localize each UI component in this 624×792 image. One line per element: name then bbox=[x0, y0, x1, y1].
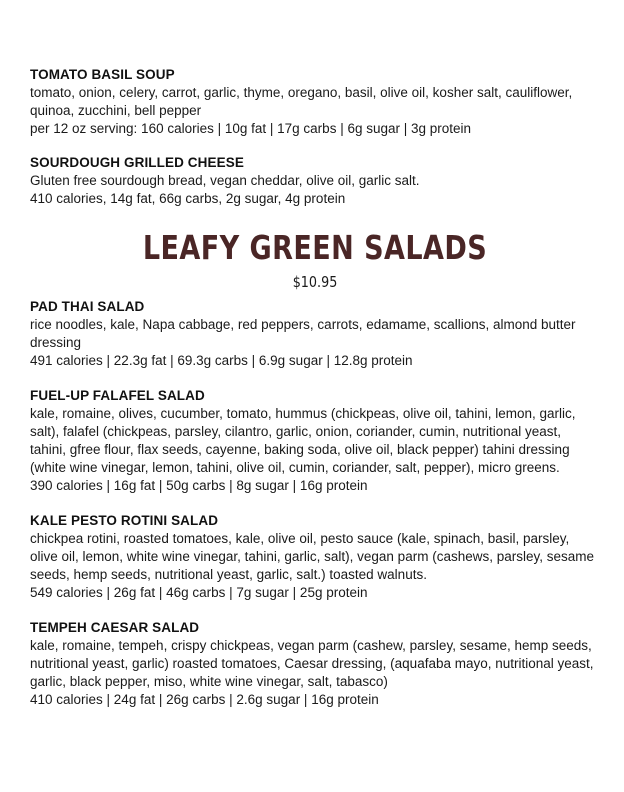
item-nutrition: 549 calories | 26g fat | 46g carbs | 7g sugar | 25g protein bbox=[30, 585, 368, 600]
item-title: TEMPEH CAESAR SALAD bbox=[30, 620, 200, 635]
menu-item-sourdough-grilled-cheese bbox=[30, 154, 600, 208]
item-nutrition: 491 calories | 22.3g fat | 69.3g carbs | 6.9g sugar | 12.8g protein bbox=[30, 353, 413, 368]
menu-item-tomato-basil-soup bbox=[30, 66, 600, 138]
menu-item-fuel-up-falafel-salad bbox=[30, 387, 600, 495]
item-description: tomato, onion, celery, carrot, garlic, thyme, oregano, basil, olive oil, kosher salt, cauliflower, quinoa, zucchini, bell pepper bbox=[30, 85, 573, 118]
item-title: TOMATO BASIL SOUP bbox=[30, 67, 175, 82]
item-title: SOURDOUGH GRILLED CHEESE bbox=[30, 155, 244, 170]
item-description: chickpea rotini, roasted tomatoes, kale, olive oil, pesto sauce (kale, spinach, basil, parsley, olive oil, lemon, white wine vinegar, tahini, garlic, salt), vegan parm (cashews, parsley, sesame seeds, hemp seeds, nutritional yeast, garlic, salt.) toasted walnuts. bbox=[30, 531, 595, 582]
item-title: KALE PESTO ROTINI SALAD bbox=[30, 513, 219, 528]
item-description: kale, romaine, olives, cucumber, tomato, hummus (chickpeas, olive oil, tahini, lemon, garlic, salt), falafel (chickpeas, parsley, cilantro, garlic, onion, coriander, cumin, nutritional yeast, tahini, gfree flour, flax seeds, cayenne, baking soda, olive oil, black pepper) tahini dressing (white wine vinegar, lemon, tahini, olive oil, cumin, coriander, salt, pepper), micro greens. bbox=[30, 406, 576, 475]
item-description: kale, romaine, tempeh, crispy chickpeas, vegan parm (cashew, parsley, sesame, hemp seeds, nutritional yeast, garlic) roasted tomatoes, Caesar dressing, (aquafaba mayo, nutritional yeast, garlic, black pepper, miso, white wine vinegar, salt, tabasco) bbox=[30, 638, 594, 689]
item-nutrition: per 12 oz serving: 160 calories | 10g fat | 17g carbs | 6g sugar | 3g protein bbox=[30, 121, 472, 136]
menu-item-kale-pesto-rotini-salad bbox=[30, 512, 600, 602]
item-title: PAD THAI SALAD bbox=[30, 299, 145, 314]
section-heading: LEAFY GREEN SALADS bbox=[142, 228, 488, 267]
menu-item-pad-thai-salad bbox=[30, 298, 600, 370]
section-price: $10.95 bbox=[292, 273, 338, 291]
menu-page bbox=[30, 66, 600, 709]
item-title: FUEL-UP FALAFEL SALAD bbox=[30, 388, 205, 403]
item-description: Gluten free sourdough bread, vegan cheddar, olive oil, garlic salt. bbox=[30, 173, 420, 188]
menu-item-tempeh-caesar-salad bbox=[30, 619, 600, 709]
item-nutrition: 410 calories | 24g fat | 26g carbs | 2.6g sugar | 16g protein bbox=[30, 692, 379, 707]
item-nutrition: 410 calories, 14g fat, 66g carbs, 2g sugar, 4g protein bbox=[30, 191, 346, 206]
item-nutrition: 390 calories | 16g fat | 50g carbs | 8g sugar | 16g protein bbox=[30, 478, 368, 493]
item-description: rice noodles, kale, Napa cabbage, red peppers, carrots, edamame, scallions, almond butter dressing bbox=[30, 317, 576, 350]
